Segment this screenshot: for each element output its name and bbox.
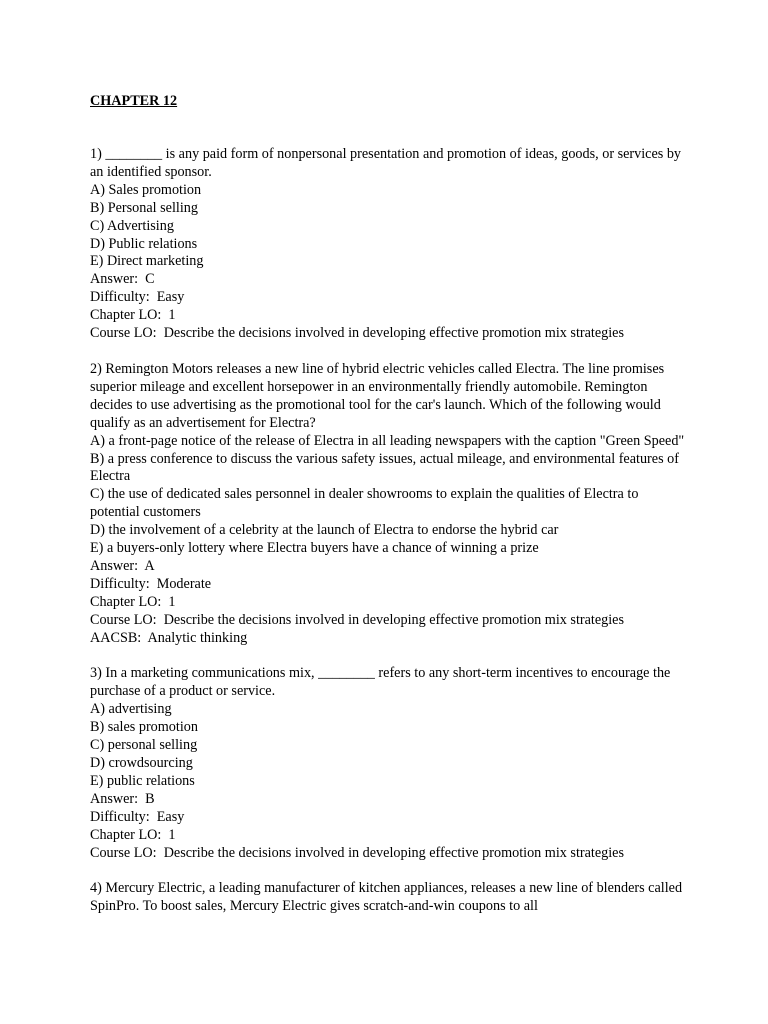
question-meta: Course LO: Describe the decisions involved in developing effective promotion mix strategies (90, 325, 625, 342)
question-list (90, 146, 690, 916)
answer-option: D) Public relations (90, 235, 198, 252)
question-block (90, 665, 690, 862)
answer-option: B) Personal selling (90, 199, 198, 216)
question-meta: Chapter LO: 1 (90, 826, 176, 843)
question-meta: Course LO: Describe the decisions involved in developing effective promotion mix strategies (90, 611, 625, 628)
question-meta: Answer: C (90, 271, 155, 288)
question-meta: Answer: B (90, 790, 155, 807)
answer-option: D) the involvement of a celebrity at the launch of Electra to endorse the hybrid car (90, 522, 559, 539)
answer-option: B) sales promotion (90, 719, 198, 736)
question-meta: Difficulty: Easy (90, 289, 185, 306)
chapter-title: CHAPTER 12 (90, 93, 178, 109)
answer-option: E) public relations (90, 772, 195, 789)
question-meta: Chapter LO: 1 (90, 593, 176, 610)
question-meta: Course LO: Describe the decisions involved in developing effective promotion mix strategies (90, 844, 625, 861)
question-meta: Answer: A (90, 557, 155, 574)
question-block (90, 361, 690, 648)
question-meta: Chapter LO: 1 (90, 307, 176, 324)
question-stem: 1) ________ is any paid form of nonpersonal presentation and promotion of ideas, goods, or services by an identified sponsor. (90, 146, 685, 180)
answer-option: E) a buyers-only lottery where Electra buyers have a chance of winning a prize (90, 540, 539, 557)
answer-option: B) a press conference to discuss the various safety issues, actual mileage, and environmental features of Electra (90, 450, 683, 485)
question-block (90, 146, 690, 343)
answer-option: C) the use of dedicated sales personnel in dealer showrooms to explain the qualities of Electra to potential customers (90, 486, 642, 521)
answer-option: D) crowdsourcing (90, 755, 193, 771)
answer-option: A) a front-page notice of the release of Electra in all leading newspapers with the caption "Green Speed" (90, 432, 685, 449)
answer-option: A) advertising (90, 701, 172, 718)
question-stem: 2) Remington Motors releases a new line of hybrid electric vehicles called Electra. The line promises superior mileage and excellent horsepower in an environmentally friendly automobile. Remington decides to use advertising as the promotional tool for the car's launch. Which of the following would qualify as an advertisement for Electra? (90, 360, 668, 431)
answer-option: C) personal selling (90, 737, 198, 754)
question-stem: 3) In a marketing communications mix, ________ refers to any short-term incentives to encourage the purchase of a product or service. (90, 665, 674, 700)
answer-option: E) Direct marketing (90, 253, 204, 270)
answer-option: C) Advertising (90, 217, 174, 234)
question-meta: Difficulty: Moderate (90, 575, 212, 592)
document-content (90, 92, 690, 934)
question-meta: AACSB: Analytic thinking (90, 629, 248, 646)
question-stem: 4) Mercury Electric, a leading manufacturer of kitchen appliances, releases a new line of blenders called SpinPro. To boost sales, Mercury Electric gives scratch-and-win coupons to all (90, 880, 686, 915)
question-meta: Difficulty: Easy (90, 808, 185, 825)
answer-option: A) Sales promotion (90, 181, 202, 198)
question-block (90, 880, 690, 916)
